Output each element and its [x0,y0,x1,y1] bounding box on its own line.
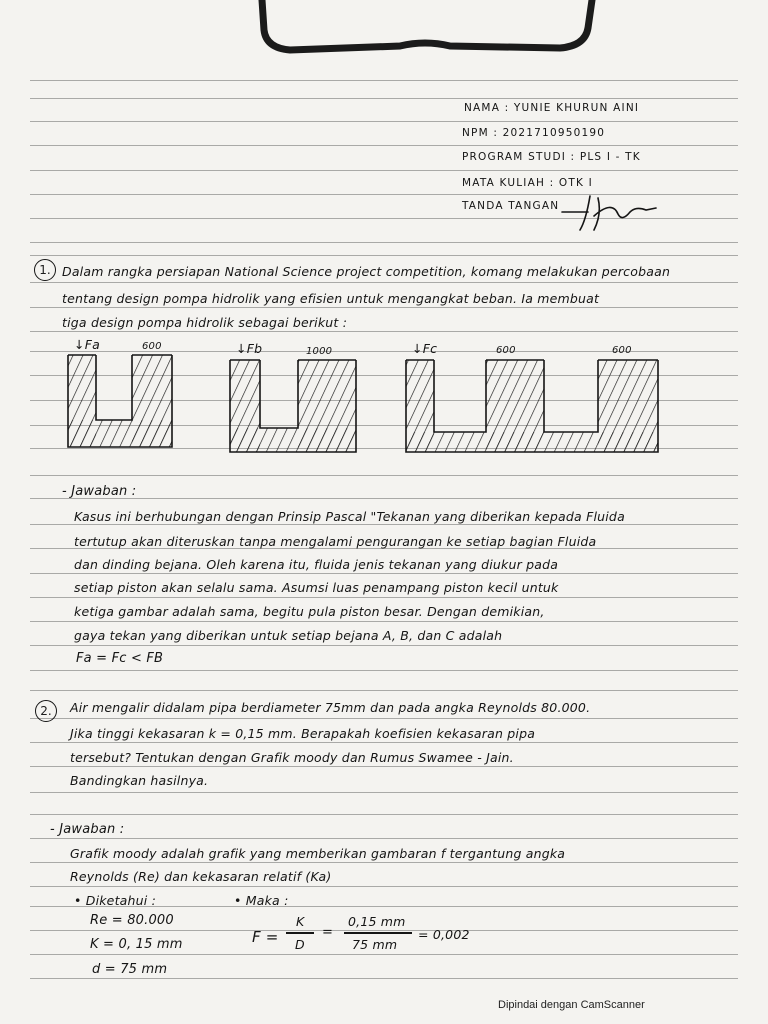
formula-den1: D [295,937,305,952]
q2-line-4: Bandingkan hasilnya. [70,773,209,788]
formula-num2: 0,15 mm [348,914,406,929]
fraction-bar-2 [344,932,412,934]
ruled-line [30,814,738,815]
q1-answer-line-6: gaya tekan yang diberikan untuk setiap bejana A, B, dan C adalah [74,628,503,643]
ruled-line [30,766,738,767]
ruled-line [30,597,738,598]
given-k: K = 0, 15 mm [90,937,183,952]
area-c-label: 600 [496,345,516,356]
q2-line-2: Jika tinggi kekasaran k = 0,15 mm. Berapakah koefisien kekasaran pipa [70,726,536,741]
q2-line-3: tersebut? Tentukan dengan Grafik moody dan Rumus Swamee - Jain. [70,750,514,765]
ruled-line [30,886,738,887]
q2-answer-line-1: Grafik moody adalah grafik yang memberikan gambaran f tergantung angka [70,846,566,861]
ruled-line [30,718,738,719]
formula-lhs: F = [252,928,279,946]
q1-answer-line-5: ketiga gambar adalah sama, begitu pula piston besar. Dengan demikian, [74,604,545,619]
question-1-number: 1. [34,259,56,281]
ruled-line [30,524,738,525]
formula-num1: K [296,914,305,929]
given-re: Re = 80.000 [90,913,174,928]
ruled-line [30,621,738,622]
ruled-line [30,645,738,646]
pump-c [406,360,658,452]
ruled-line [30,690,738,691]
q2-line-1: Air mengalir didalam pipa berdiameter 75mm dan pada angka Reynolds 80.000. [70,700,591,715]
q2-diketahui: • Diketahui : [74,893,157,908]
q1-line-2: tentang design pompa hidrolik yang efisien untuk mengangkat beban. Ia membuat [62,291,600,306]
question-2-number: 2. [35,700,57,722]
ruled-line [30,862,738,863]
area-a-label: 600 [142,341,162,352]
q1-answer-line-1: Kasus ini berhubungan dengan Prinsip Pascal "Tekanan yang diberikan kepada Fluida [74,509,625,524]
area-c2-label: 600 [612,345,632,356]
q1-line-1: Dalam rangka persiapan National Science project competition, komang melakukan percobaan [62,264,671,279]
q1-answer-line-2: tertutup akan diteruskan tanpa mengalami pengurangan ke setiap bagian Fluida [74,534,597,549]
ruled-line [30,742,738,743]
scanner-watermark: Dipindai dengan CamScanner [498,999,645,1011]
fraction-bar-1 [286,932,314,934]
hydraulic-pump-diagrams [0,0,768,480]
q2-maka: • Maka : [234,893,289,908]
formula-result: = 0,002 [418,927,470,942]
force-b-label: ↓Fb [236,341,263,356]
q1-result: Fa = Fc < FB [76,651,164,666]
header-tanda-tangan: TANDA TANGAN [462,200,560,212]
q2-answer-line-2: Reynolds (Re) dan kekasaran relatif (Ka) [70,869,332,884]
given-d: d = 75 mm [92,962,168,977]
ruled-line [30,838,738,839]
q1-answer-line-4: setiap piston akan selalu sama. Asumsi luas penampang piston kecil untuk [74,580,559,595]
force-c-label: ↓Fc [412,341,438,356]
ruled-line [30,670,738,671]
q1-line-3: tiga design pompa hidrolik sebagai berikut : [62,315,348,330]
header-nama: NAMA : YUNIE KHURUN AINI [464,102,640,114]
header-mata-kuliah: MATA KULIAH : OTK I [462,177,593,189]
area-b-label: 1000 [306,346,333,357]
ruled-line [30,930,738,931]
pump-a [68,355,172,447]
header-program-studi: PROGRAM STUDI : PLS I - TK [462,151,641,163]
formula-eq: = [322,925,334,940]
ruled-line [30,573,738,574]
ruled-line [30,978,738,979]
ruled-line [30,792,738,793]
q2-answer-heading: - Jawaban : [50,822,125,837]
force-a-label: ↓Fa [74,337,100,352]
ruled-line [30,954,738,955]
formula-den2: 75 mm [352,937,398,952]
header-npm: NPM : 2021710950190 [462,127,606,139]
q1-answer-line-3: dan dinding bejana. Oleh karena itu, fluida jenis tekanan yang diukur pada [74,557,559,572]
q1-answer-heading: - Jawaban : [62,484,137,499]
pump-b [230,360,356,452]
